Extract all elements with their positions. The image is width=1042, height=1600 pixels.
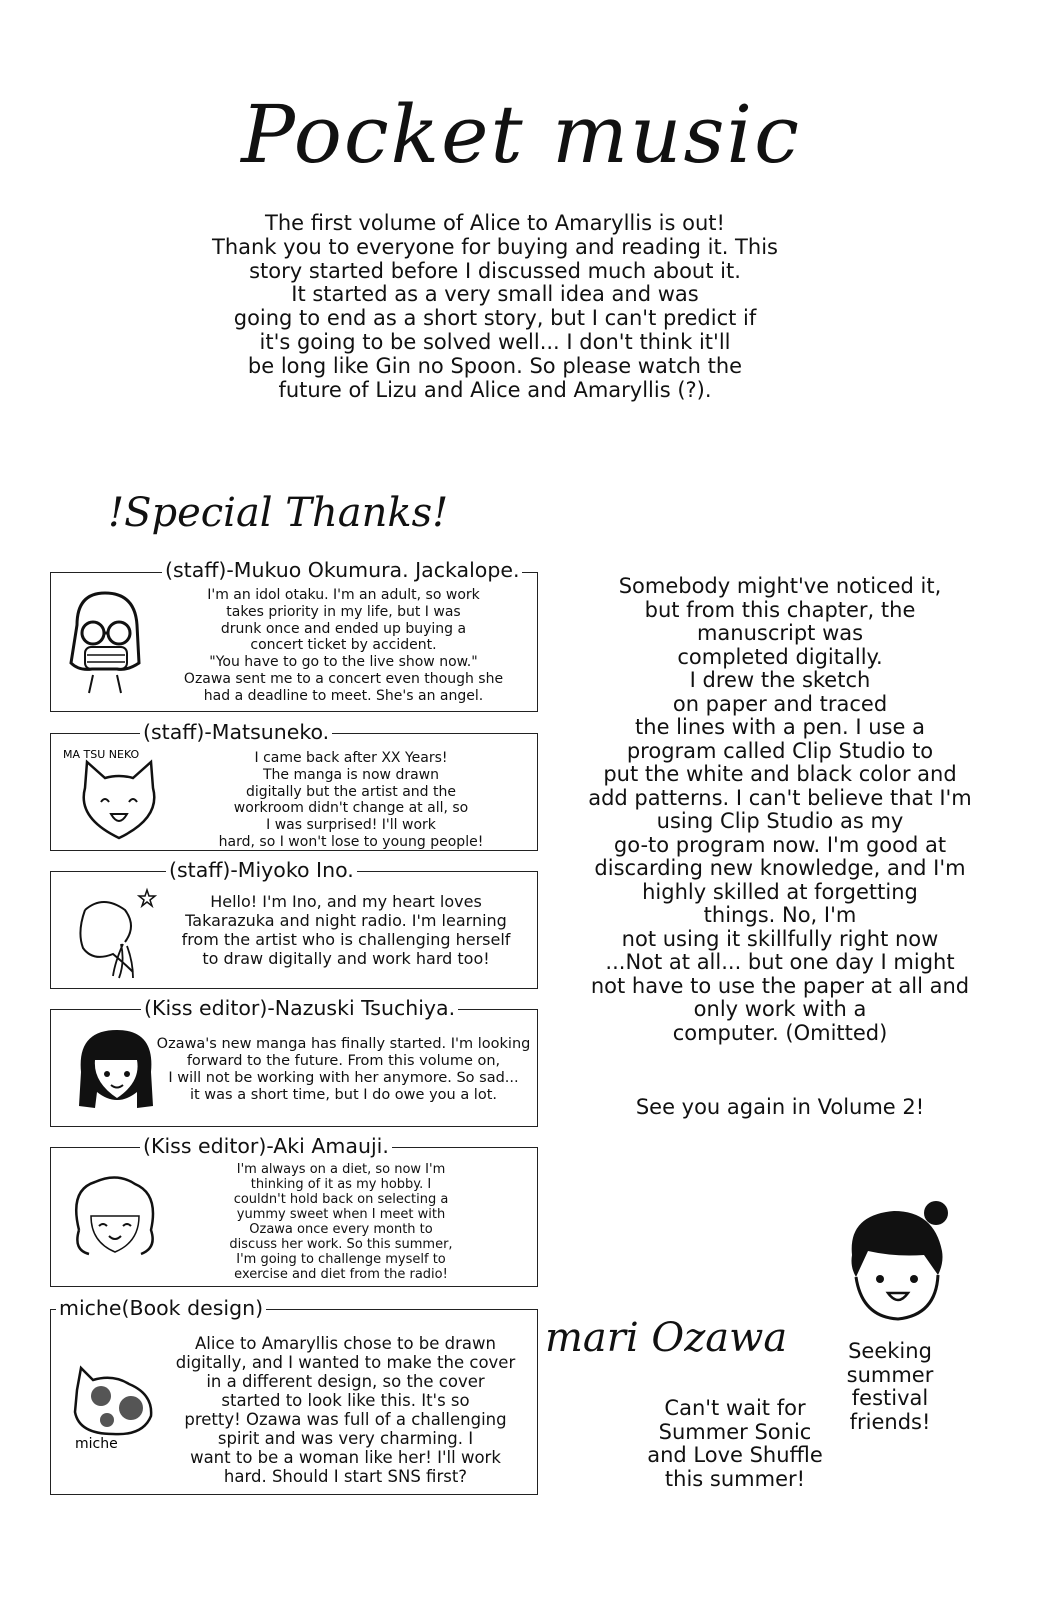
note-line: add patterns. I can't believe that I'm — [588, 785, 972, 810]
avatar-glasses-mask-icon — [57, 585, 152, 695]
profile-sketch-icon — [63, 882, 163, 982]
card-body — [156, 587, 531, 705]
note-line: go-to program now. I'm good at — [613, 832, 947, 857]
note-line: highly skilled at forgetting — [642, 879, 918, 904]
card-header: (staff)-Matsuneko. — [140, 720, 332, 744]
cant-wait-line: and Love Shuffle — [647, 1443, 823, 1467]
card-body — [166, 1162, 516, 1282]
card-line: Ozawa once every month to — [249, 1222, 433, 1237]
card-header: (Kiss editor)-Aki Amauji. — [140, 1134, 392, 1158]
note-line: manuscript was — [696, 621, 864, 645]
note-line: ...Not at all... but one day I might — [605, 950, 955, 974]
card-line: discuss her work. So this summer, — [229, 1237, 453, 1252]
card-line: to draw digitally and work hard too! — [202, 949, 490, 968]
spotted-cat-icon — [63, 1350, 163, 1450]
card-header: (Kiss editor)-Nazuski Tsuchiya. — [141, 996, 458, 1020]
card-line: takes priority in my life, but I was — [226, 603, 461, 620]
card-line: pretty! Ozawa was full of a challenging — [184, 1410, 507, 1429]
intro-text — [190, 212, 800, 402]
card-line: I'm an idol otaku. I'm an adult, so work — [207, 587, 480, 603]
card-line: I'm going to challenge myself to — [236, 1252, 446, 1267]
thanks-card-tsuchiya — [50, 1009, 538, 1127]
seeking-line: summer — [846, 1362, 934, 1387]
see-you-text: See you again in Volume 2! — [635, 1095, 925, 1119]
card-line: I will not be working with her anymore. So sad... — [168, 1070, 519, 1086]
card-body — [181, 750, 521, 851]
seeking-line: festival — [851, 1386, 929, 1410]
card-line: in a different design, so the cover — [206, 1372, 485, 1391]
seeking-text — [835, 1340, 945, 1434]
note-line: computer. (Omitted) — [672, 1020, 888, 1045]
card-line: started to look like this. It's so — [221, 1391, 470, 1410]
cant-wait-line: this summer! — [664, 1466, 806, 1491]
intro-line: it's going to be solved well... I don't think it'll — [259, 329, 731, 354]
thanks-card-okumura — [50, 572, 538, 712]
seeking-line: Seeking — [848, 1339, 932, 1363]
cat-face-icon — [57, 742, 177, 846]
card-line: hard, so I won't lose to young people! — [218, 833, 484, 850]
card-line: exercise and diet from the radio! — [234, 1267, 448, 1282]
seeking-line: friends! — [849, 1409, 931, 1434]
thanks-card-ino — [50, 871, 538, 989]
thanks-card-amauji — [50, 1147, 538, 1287]
intro-line: It started as a very small idea and was — [291, 282, 699, 307]
card-line: it was a short time, but I do owe you a lot. — [189, 1087, 498, 1103]
bob-hair-face-icon — [71, 1022, 161, 1118]
author-portrait-icon — [838, 1195, 960, 1325]
card-line: I came back after XX Years! — [254, 750, 448, 766]
card-line: I was surprised! I'll work — [266, 817, 436, 834]
special-thanks-heading: !Special Thanks! — [108, 490, 449, 536]
intro-line: The first volume of Alice to Amaryllis is out! — [265, 211, 725, 235]
author-signature: mari Ozawa — [545, 1315, 788, 1361]
card-line: Ozawa sent me to a concert even though she — [183, 670, 504, 687]
intro-line: going to end as a short story, but I can't predict if — [233, 306, 757, 331]
card-line: digitally, and I wanted to make the cover — [175, 1353, 516, 1372]
note-line: the lines with a pen. I use a — [635, 715, 925, 739]
digital-note — [575, 575, 985, 1045]
note-line: using Clip Studio as my — [656, 809, 904, 833]
card-header: miche(Book design) — [56, 1296, 266, 1320]
note-line: I drew the sketch — [689, 668, 871, 692]
card-body — [163, 1334, 528, 1486]
intro-line: be long like Gin no Spoon. So please watch the — [247, 353, 743, 378]
cant-wait-text — [640, 1397, 830, 1491]
card-line: drunk once and ended up buying a — [220, 620, 467, 637]
miche-label: miche — [75, 1436, 118, 1450]
note-line: completed digitally. — [677, 644, 883, 669]
card-line: "You have to go to the live show now." — [209, 654, 478, 671]
card-line: spirit and was very charming. I — [217, 1429, 474, 1448]
note-line: put the white and black color and — [603, 762, 957, 786]
card-line: Hello! I'm Ino, and my heart loves — [210, 892, 482, 911]
card-line: The manga is now drawn — [262, 766, 439, 783]
card-line: workroom didn't change at all, so — [233, 800, 469, 817]
note-line: program called Clip Studio to — [626, 738, 934, 763]
card-body — [156, 1036, 531, 1104]
thanks-card-miche — [50, 1309, 538, 1495]
note-line: not using it skillfully right now — [621, 926, 939, 951]
card-line: hard. Should I start SNS first? — [223, 1467, 468, 1486]
note-line: not have to use the paper at all and — [590, 973, 970, 998]
card-line: Ozawa's new manga has finally started. I'm looking — [156, 1036, 531, 1052]
card-line: Alice to Amaryllis chose to be drawn — [195, 1334, 496, 1353]
card-line: couldn't hold back on selecting a — [233, 1192, 449, 1207]
cat-label: MA TSU NEKO — [63, 748, 140, 761]
card-line: digitally but the artist and the — [246, 783, 456, 800]
wavy-hair-face-icon — [65, 1170, 165, 1266]
card-line: Takarazuka and night radio. I'm learning — [185, 911, 507, 930]
card-line: yummy sweet when I meet with — [236, 1207, 446, 1222]
intro-line: future of Lizu and Alice and Amaryllis (?). — [278, 377, 712, 402]
intro-line: story started before I discussed much about it. — [249, 258, 741, 283]
card-line: concert ticket by accident. — [250, 637, 437, 654]
note-line: but from this chapter, the — [644, 597, 916, 622]
cant-wait-line: Can't wait for — [664, 1396, 806, 1420]
card-line: had a deadline to meet. She's an angel. — [203, 687, 484, 704]
card-line: from the artist who is challenging herself — [181, 930, 511, 949]
card-line: want to be a woman like her! I'll work — [190, 1448, 501, 1467]
note-line: only work with a — [693, 997, 867, 1021]
card-header: (staff)-Miyoko Ino. — [166, 858, 357, 882]
card-line: I'm always on a diet, so now I'm — [236, 1162, 446, 1177]
cant-wait-line: Summer Sonic — [658, 1419, 812, 1444]
note-line: discarding new knowledge, and I'm — [594, 856, 966, 880]
page-title: Pocket music — [241, 88, 801, 181]
note-line: things. No, I'm — [703, 903, 857, 927]
note-line: Somebody might've noticed it, — [618, 574, 942, 598]
card-line: forward to the future. From this volume on, — [186, 1053, 501, 1069]
card-body — [161, 892, 531, 968]
card-header: (staff)-Mukuo Okumura. Jackalope. — [162, 558, 522, 582]
card-line: thinking of it as my hobby. I — [250, 1177, 432, 1192]
thanks-card-matsuneko — [50, 733, 538, 851]
intro-line: Thank you to everyone for buying and reading it. This — [212, 234, 778, 259]
note-line: on paper and traced — [672, 691, 888, 716]
